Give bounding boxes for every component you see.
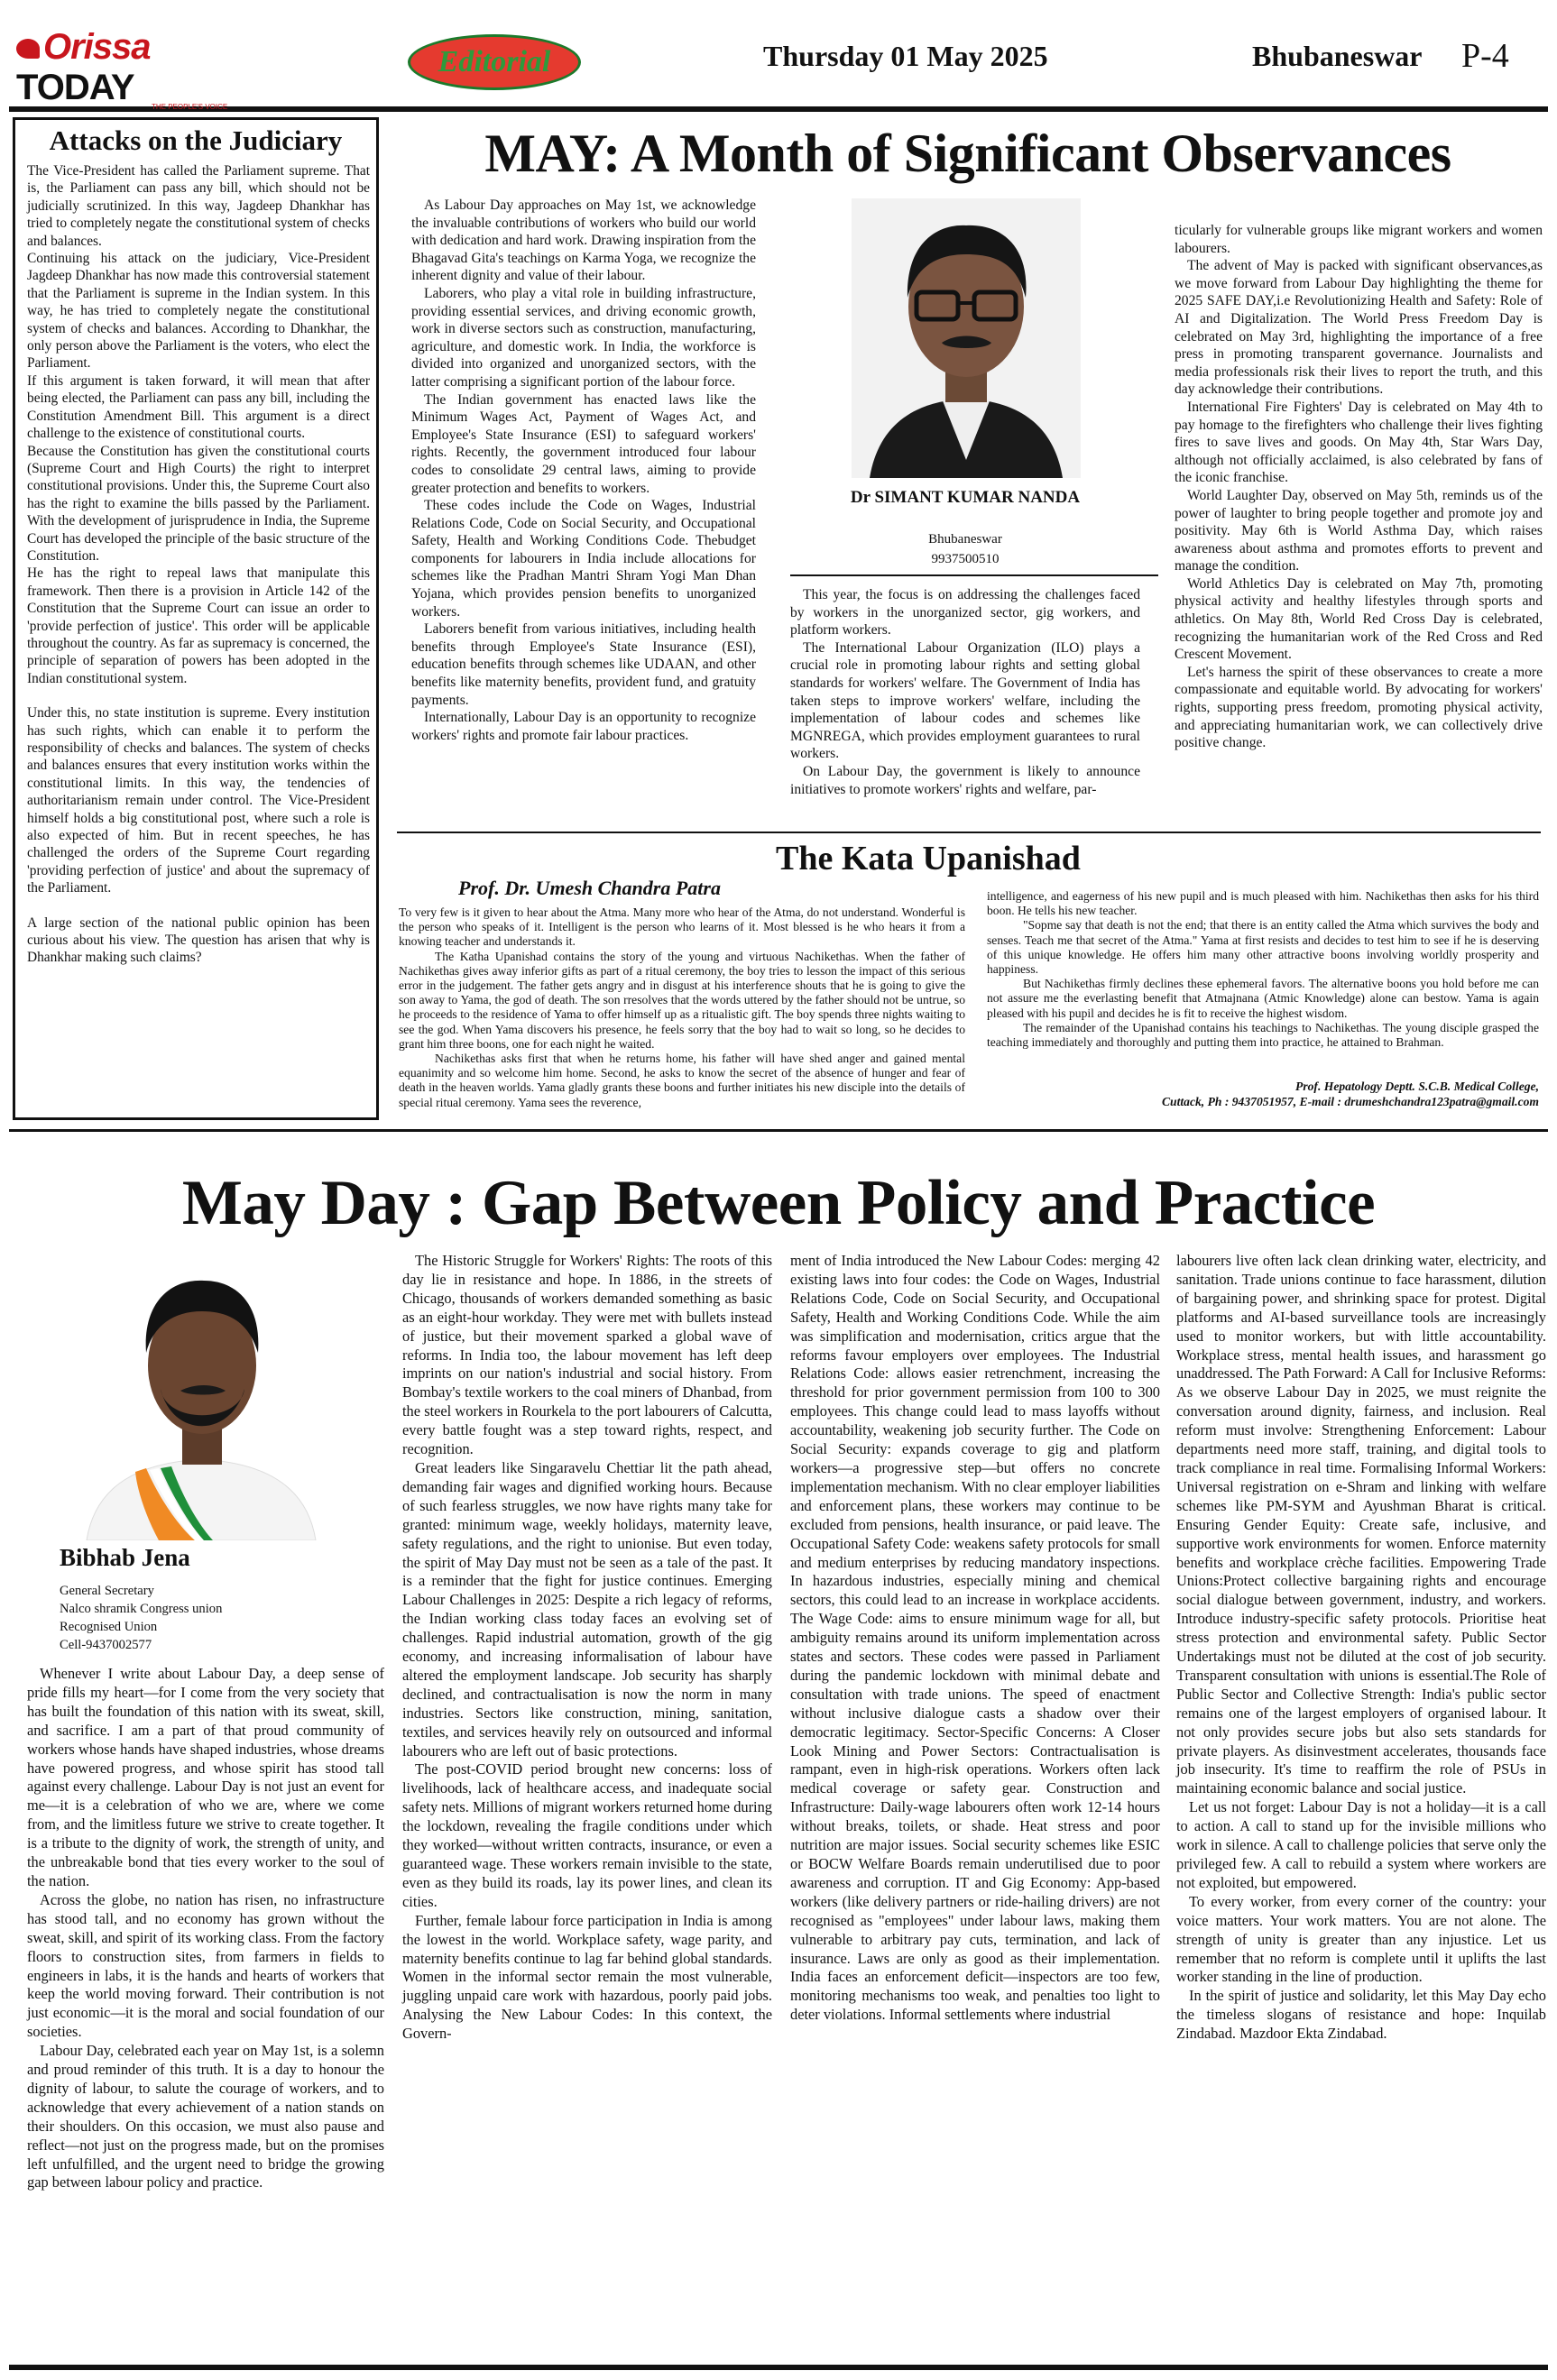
author-divider (790, 574, 1158, 576)
may-paragraph: ticularly for vulnerable groups like migrant workers and women labourers. (1175, 223, 1543, 256)
may-paragraph: Laborers benefit from various initiatives, including health benefits through Employee's State Insurance (ESI), education benefits through schemes like UDAAN, and other benefits like maternity benefits, provident fund, and gratuity payments. (411, 621, 756, 708)
mayday-column-4 (1176, 1252, 1546, 2044)
mayday-paragraph: The post-COVID period brought new concerns: loss of livelihoods, lack of healthcare access, and inadequate social safety nets. Millions of migrant workers returned home during the lockdown, revealing the fragile conditions under which they worked—without written contracts, insurance, or even a guaranteed wage. These workers remain invisible to the state, even as they build its roads, lay its power lines, and clean its cities. (402, 1760, 772, 1910)
may-paragraph: Let's harness the spirit of these observances to create a more compassionate and equitable world. By advocating for workers' rights, supporting press freedom, promoting physical activity, and appreciating humanitarian work, we can collectively drive positive change. (1175, 664, 1543, 751)
mayday-paragraph: In the spirit of justice and solidarity, let this May Day echo the timeless slogans of resistance and hope: Inquilab Zindabad. Mazdoor Ekta Zindabad. (1176, 1987, 1546, 2043)
kata-paragraph: Nachikethas asks first that when he returns home, his father will have shed anger and gained mental equanimity and so welcome him home. Second, he asks to know the secret of the absence of hunger and fear of death in the heaven worlds. Yama gladly grants these boons and further initiates his new disciple into the details of special ritual ceremony. Yama sees the reverence, (399, 1052, 965, 1109)
mayday-paragraph: The Historic Struggle for Workers' Rights: The roots of this day lie in resistance and hope. In 1886, in the streets of Chicago, thousands of workers demanded something as basic as an eight-hour workday. They were met with bullets instead of justice, but their movement sparked a global wave of reforms. In India too, the labour movement has left deep imprints on our nation's industrial and social history. From Bombay's textile workers to the coal miners of Dhanbad, from the steel workers in Rourkela to the port labourers of Calcutta, every battle fought was a step toward rights, respect, and recognition. (402, 1252, 772, 1458)
judiciary-body (27, 162, 370, 967)
kata-author: Prof. Dr. Umesh Chandra Patra (458, 877, 721, 899)
judiciary-paragraph: If this argument is taken forward, it will mean that after being elected, the Parliament can pass any bill, including the Constitution Amendment Bill. This argument is a direct challenge to the existence of constitutional courts. (27, 372, 370, 442)
author-portrait-jena (60, 1254, 343, 1540)
mayday-headline: May Day : Gap Between Policy and Practice (181, 1168, 1376, 1238)
author-info-jena (60, 1582, 222, 1654)
logo-mark-icon (16, 39, 40, 59)
judiciary-paragraph: Because the Constitution has given the constitutional courts (Supreme Court and High Courts) the right to interpret constitutional provisions. Under this, the Supreme Court also has the right to examine the bills passed by the Parliament. With the development of jurisprudence in India, the Supreme Court has developed the principle of the basic structure of the Constitution. (27, 443, 370, 564)
logo-name-bold: TODAY (16, 68, 134, 107)
may-paragraph: The advent of May is packed with significant observances,as we move forward from Labour Day highlighting the theme for 2025 SAFE DAY,i.e Revolutionizing Health and Safety: Role of AI and Digitalization. The World Press Freedom Day is celebrated on May 3rd, highlighting the importance of a free press in promoting transparent governance. Journalists and media professionals risk their lives to report the truth, and this day acknowledge their contributions. (1175, 258, 1543, 398)
judiciary-paragraph: A large section of the national public opinion has been curious about his view. The question has arisen that why is Dhankhar making such claims? (27, 914, 370, 966)
may-paragraph: Laborers, who play a vital role in building infrastructure, providing essential services, and driving economic growth, work in diverse sectors such as construction, manufacturing, agriculture, and domestic work. In India, the workforce is divided into organized and unorganized sectors, with the latter comprising a significant portion of the labour force. (411, 285, 756, 390)
may-paragraph: On Labour Day, the government is likely to announce initiatives to promote workers' rights and welfare, par- (790, 763, 1140, 797)
may-paragraph: Internationally, Labour Day is an opportunity to recognize workers' rights and promote fair labour practices. (411, 710, 756, 743)
judiciary-paragraph: The Vice-President has called the Parliament supreme. That is, the Parliament can pass any bill, which should not be judicially scrutinized. In this way, Jagdeep Dhankhar has tried to completely negate the constitutional system of checks and balances. (27, 163, 370, 249)
kata-paragraph: The Katha Upanishad contains the story of the young and virtuous Nachikethas. When the father of Nachikethas gives away inferior gifts as part of a ritual ceremony, the boy tries to lesson the impact of this serious error in the judgement. The father gets angry and in disgust at his interference shouts that he is going to give the son away to Yama, the god of death. The son rresolves that the words uttered by the father should not be untrue, so he proceeds to the residence of Yama to offer himself up as a ritualistic gift. The boy spends three nights waiting to see the god. When Yama discovers his presence, he feels sorry that the boy had to wait so long, so he decides to grant him three boons, one for each night he waited. (399, 949, 965, 1051)
author-info-line: Cell-9437002577 (60, 1638, 152, 1652)
publication-city: Bhubaneswar (1252, 40, 1423, 72)
mayday-paragraph: ment of India introduced the New Labour Codes: merging 42 existing laws into four codes: the Code on Wages, Industrial Relations Code, Code on Social Security, and Occupational Safety, Health and Working Conditions Code. While the aim was simplification and modernisation, critics argue that the reforms favour employers over employees. The Industrial Relations Code: allows easier retrenchment, increasing the threshold for prior government permission from 100 to 300 employees. This change could lead to mass layoffs without accountability, weakening job security further. The Code on Social Security: expands coverage to gig and platform workers—a progressive step—but offers no concrete implementation mechanism. With no clear employer liabilities and enforcement plans, these workers may continue to be excluded from pensions, health insurance, or paid leave. The Occupational Safety Code: weakens safety protocols for small and medium enterprises by reducing mandatory inspections. In hazardous industries, especially mining and chemical sectors, this could lead to an increase in workplace accidents. The Wage Code: aims to ensure minimum wage for all, but ambiguity remains around its uniform implementation across states and sectors. These codes were passed in Parliament during the pandemic lockdown with minimal debate and consultation with trade unions. The speed of enactment without inclusive dialogue casts a shadow over their democratic legitimacy. Sector-Specific Concerns: A Closer Look Mining and Power Sectors: Contractualisation is rampant, even in high-risk operations. Workers often lack medical coverage or safety gear. Construction and Infrastructure: Daily-wage labourers often work 12-14 hours without breaks, toilets, or shade. Heat stress and poor nutrition are major issues. Social security schemes like ESIC or BOCW Welfare Boards remain underutilised due to poor awareness and corruption. IT and Gig Economy: App-based workers (like delivery partners or ride-hailing drivers) are not recognised as "employees" under labour laws, making them vulnerable to arbitrary pay cuts, termination, and lack of insurance. Laws are only as good as their implementation. India faces an enforcement deficit—inspectors are too few, monitoring mechanisms too weak, and penalties too light to deter violations. Informal settlements where industrial (790, 1252, 1160, 2024)
kata-divider (397, 832, 1541, 833)
may-paragraph: This year, the focus is on addressing the challenges faced by workers in the unorganized sector, gig workers, and platform workers. (790, 587, 1140, 639)
may-paragraph: The International Labour Organization (ILO) plays a crucial role in promoting labour rights and setting global standards for workers' welfare. The Government of India has taken steps to improve workers' welfare, including the implementation of labour codes and schemes like MGNREGA, which provides employment guarantees to rural workers. (790, 639, 1140, 762)
may-paragraph: These codes include the Code on Wages, Industrial Relations Code, Code on Social Security, and Occupational Safety, Health and Working Conditions Code. Thebudget components for labourers in India include allocations for schemes like the Pradhan Mantri Shram Yogi Man Dhan Yojana, which provides pension benefits to unorganized workers. (411, 498, 756, 620)
author-name-nanda: Dr SIMANT KUMAR NANDA (850, 488, 1081, 507)
may-paragraph: World Laughter Day, observed on May 5th, reminds us of the power of laughter to bring people together and promote joy and positivity. May 6th is World Asthma Day, which raises awareness about asthma and promotes efforts to prevent and manage the condition. (1175, 487, 1543, 574)
kata-paragraph: But Nachikethas firmly declines these ephemeral favors. The alternative boons you hold before me can not assure me the everlasting benefit that Atmajnana (Atmic Knowledge) alone can bestow. Yama is again pleased with his pupil and decides he is fit to receive the highest wisdom. (987, 977, 1539, 1020)
mayday-paragraph: Labour Day, celebrated each year on May 1st, is a solemn and proud reminder of this truth. It is a day to honour the dignity of labour, to salute the courage of workers, and to acknowledge that every achievement of a nation stands on their shoulders. On this occasion, we must also pause and reflect—not just on the progress made, but on the promises left unfulfilled, and the urgent need to bridge the growing gap between labour policy and practice. (27, 2042, 384, 2192)
publication-date: Thursday 01 May 2025 (763, 40, 1048, 72)
judiciary-paragraph: Under this, no state institution is supreme. Every institution has such rights, which can enable it to perform the responsibility of checks and balances. The system of checks and balances ensures that every institution works within the constitutional limits. In this way, the tendencies of authoritarianism remain under control. The Vice-President himself holds a big constitutional post, where such a role is also expected of him. But in recent speeches, he has challenged the orders of the Supreme Court regarding 'providing perfection of justice' and about the supremacy of the Parliament. (27, 705, 370, 896)
kata-paragraph: "Sopme say that death is not the end; that there is an entity called the Atma which survives the body and senses. Teach me that secret of the Atma." Yama at first resists and decides to test him to see if he is deserving of this unique knowledge. He offers him many other attractive boons involving worldly prosperity and happiness. (987, 918, 1539, 977)
footer-rule (9, 2365, 1548, 2370)
judiciary-paragraph: Continuing his attack on the judiciary, Vice-President Jagdeep Dhankhar has now made this controversial statement that the Parliament is supreme in the Indian system. In this way, he has tried to completely negate the constitutional system of checks and balances. According to Dhankhar, the only person above the Parliament is the voters, who elect the Parliament. (27, 251, 370, 372)
newspaper-logo[interactable] (16, 27, 251, 111)
judiciary-paragraph: He has the right to repeal laws that manipulate this framework. Then there is a provision in Article 142 of the Constitution that the Supreme Court can issue an order to 'provide perfection of justice'. This order will be applicable throughout the country. As far as supremacy is concerned, the principle of separation of powers has been adopted in the Indian constitutional system. (27, 565, 370, 686)
page-number: P-4 (1461, 37, 1509, 75)
kata-title: The Kata Upanishad (776, 840, 1081, 878)
judiciary-title: Attacks on the Judiciary (49, 124, 343, 156)
kata-affiliation-line: Prof. Hepatology Deptt. S.C.B. Medical College, (1295, 1080, 1539, 1093)
mayday-column-3 (790, 1252, 1160, 2025)
author-portrait-nanda (852, 198, 1081, 478)
mayday-paragraph: Across the globe, no nation has risen, no infrastructure has stood tall, and no economy has grown without the sweat, skill, and spirit of its working class. From the factory floors to construction sites, from farmers in fields to engineers in labs, it is the hands and hearts of workers that keep the world moving forward. Their contribution is not just economic—it is the moral and social foundation of our societies. (27, 1890, 384, 2041)
may-paragraph: The Indian government has enacted laws like the Minimum Wages Act, Payment of Wages Act, and Employee's State Insurance (ESI) to safeguard workers' rights. Recently, the government introduced four labour codes to consolidate 29 central laws, aiming to provide greater protection and benefits to workers. (411, 391, 756, 496)
section-divider (9, 1129, 1548, 1132)
mayday-paragraph: Further, female labour force participation in India is among the lowest in the world. Workplace safety, wage parity, and maternity benefits continue to lag far behind global standards. Women in the informal sector remain the most vulnerable, juggling unpaid care work with hazardous, poorly paid jobs. Analysing the New Labour Codes: In this context, the Govern- (402, 1911, 772, 2043)
mayday-paragraph: Whenever I write about Labour Day, a deep sense of pride fills my heart—for I come from the very society that has built the foundation of this nation with its sweat, skill, and sacrifice. I am a part of that proud community of workers whose hands have shaped industries, whose dreams have powered progress, and whose spirit has stood tall against every challenge. Labour Day is not just an event for me—it is a celebration of who we are, where we come from, and the limitless future we strive to create together. It is a tribute to the dignity of work, the strength of unity, and the unbreakable bond that ties every worker to the soul of the nation. (27, 1665, 384, 1889)
author-name-jena: Bibhab Jena (60, 1544, 190, 1571)
may-article-headline: MAY: A Month of Significant Observances (484, 124, 1451, 183)
author-phone-nanda: 9937500510 (931, 552, 1000, 566)
section-badge: Editorial (408, 34, 581, 90)
mayday-paragraph: labourers live often lack clean drinking water, electricity, and sanitation. Trade unions continue to face harassment, dilution of bargaining power, and shrinking space for protest. Digital platforms and AI-based surveillance tools are increasingly used to monitor workers, but with little accountability. Workplace stress, mental health issues, and harassment go unaddressed. The Path Forward: A Call for Inclusive Reforms: As we observe Labour Day in 2025, we must reignite the conversation around dignity, fairness, and inclusion. Real reform must involve: Strengthening Enforcement: Labour departments need more staff, training, and digital tools to track compliance in real time. Formalising Informal Workers: Universal registration on e-Shram and linking with welfare schemes like PM-SYM and Ayushman Bharat is critical. Ensuring Gender Equity: Create safe, inclusive, and supportive work environments for women. Enforce maternity benefits and workplace crèche facilities. Empowering Trade Unions:Protect collective bargaining rights and encourage social dialogue between government, industry, and workers. Introduce industry-specific safety protocols. Prioritise heat stress protection and environmental safety. Public Sector Undertakings must not be diluted at the cost of job security. Transparent consultation with unions is essential.The Role of Public Sector and Collective Strength: India's public sector remains one of the largest employers of organised labour. It not only provides secure jobs but also sets standards for private players. As disinvestment accelerates, thousands face job insecurity. It's time to reaffirm the role of PSUs in maintaining economic balance and social justice. (1176, 1252, 1546, 1797)
kata-column-1 (399, 905, 965, 1110)
mayday-column-2 (402, 1252, 772, 2044)
kata-column-2 (987, 889, 1539, 1050)
may-paragraph: As Labour Day approaches on May 1st, we acknowledge the invaluable contributions of workers who build our world with dedication and hard work. Drawing inspiration from the Bhagavad Gita's teachings on Karma Yoga, we recognize the inherent dignity and value of their labour. (411, 198, 756, 284)
mayday-paragraph: Great leaders like Singaravelu Chettiar lit the path ahead, demanding fair wages and dignified working hours. Because of such fearless struggles, we now have rights many take for granted: minimum wage, weekly holidays, maternity leave, safety regulations, and the right to unionise. But even today, the spirit of May Day must not be seen as a tale of the past. It is a reminder that the fight for justice continues. Emerging Labour Challenges in 2025: Despite a rich legacy of reforms, the Indian working class today faces an evolving set of challenges. Rapid industrial automation, growth of the gig economy, and increasing informalisation of labour have altered the employment landscape. Job security has sharply declined, and contractualisation is now the norm in many industries. Sectors like construction, mining, sanitation, textiles, and services heavily rely on outsourced and informal labourers who are left out of basic protections. (402, 1458, 772, 1760)
may-article-column-2 (790, 586, 1140, 798)
logo-name: Orissa (43, 27, 151, 67)
author-info-line: Recognised Union (60, 1620, 158, 1634)
kata-affiliation-line: Cuttack, Ph : 9437051957, E-mail : drumeshchandra123patra@gmail.com (1161, 1095, 1539, 1108)
mayday-paragraph: Let us not forget: Labour Day is not a holiday—it is a call to action. A call to stand up for the invisible millions who work in silence. A call to challenge policies that serve only the privileged few. A call to rebuild a system where workers are not exploited, but empowered. (1176, 1798, 1546, 1891)
kata-author-affiliation (987, 1079, 1539, 1109)
logo-tagline: THE PEOPLE'S VOICE (152, 103, 228, 111)
mayday-column-1 (27, 1665, 384, 2192)
may-article-column-1 (411, 197, 756, 744)
author-city-nanda: Bhubaneswar (928, 532, 1002, 547)
author-info-line: Nalco shramik Congress union (60, 1602, 223, 1616)
kata-paragraph: To very few is it given to hear about the Atma. Many more who hear of the Atma, do not understand. Wonderful is the person who speaks of it. Intelligent is the person who learns of it. Most blessed is he who hears it from a knowing teacher and understands it. (399, 905, 965, 949)
may-paragraph: World Athletics Day is celebrated on May 7th, promoting physical activity and healthy lifestyles through sports and athletics. On May 8th, World Red Cross Day is celebrated, recognizing the humanitarian work of the Red Cross and Red Crescent Movement. (1175, 575, 1543, 663)
may-article-column-3 (1175, 222, 1543, 752)
may-paragraph: International Fire Fighters' Day is celebrated on May 4th to pay homage to the firefighters who challenge their lives fighting fires to save lives and goods. On May 4th, Star Wars Day, although not officially acclaimed, is also celebrated by fans of the iconic franchise. (1175, 399, 1543, 486)
author-info-line: General Secretary (60, 1584, 154, 1598)
mayday-paragraph: To every worker, from every corner of the country: your voice matters. Your work matters. You are not alone. The strength of unity is greater than any injustice. Let us remember that no reform is complete until it uplifts the last worker standing in the line of production. (1176, 1892, 1546, 1986)
kata-paragraph: intelligence, and eagerness of his new pupil and is much pleased with him. Nachikethas then asks for his third boon. He tells his new teacher. (987, 889, 1539, 918)
kata-paragraph: The remainder of the Upanishad contains his teachings to Nachikethas. The young disciple grasped the teaching immediately and thoroughly and putting them into practice, he attained to Brahman. (987, 1020, 1539, 1050)
